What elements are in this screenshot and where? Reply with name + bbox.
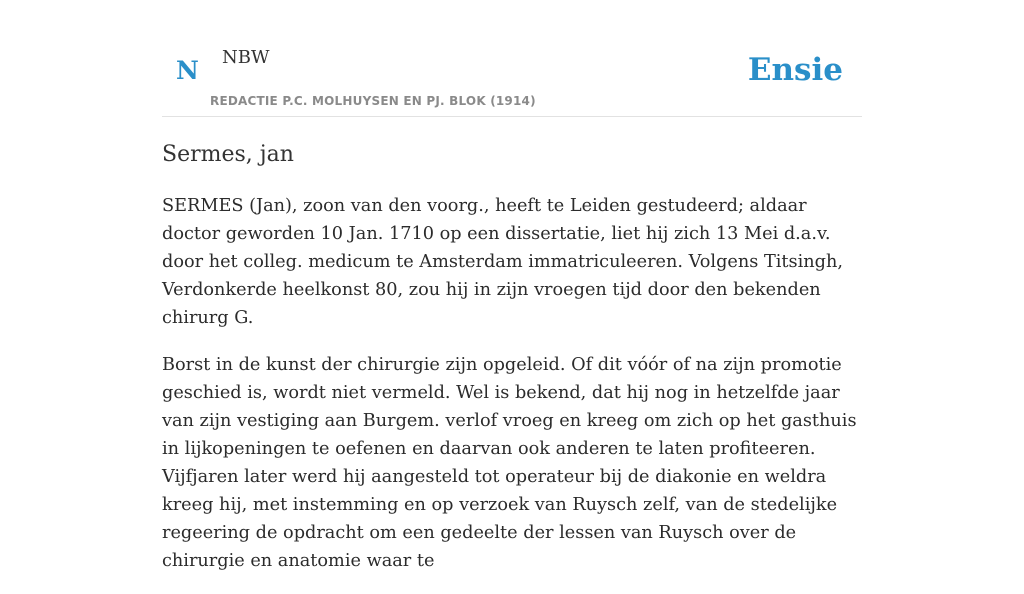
source-logo-icon[interactable]: N: [176, 56, 199, 85]
article-paragraph: Borst in de kunst der chirurgie zijn opgeleid. Of dit vóór of na zijn promotie geschied is, wordt niet vermeld. Wel is bekend, dat hij nog in hetzelfde jaar van zijn vestiging aan Burgem. verlof vroeg en kreeg om zich op het gasthuis in lijkopeningen te oefenen en daarvan ook anderen te laten profiteeren. Vijfjaren later werd hij aangesteld tot operateur bij de diakonie en weldra kreeg hij, met instemming en op verzoek van Ruysch zelf, van de stedelijke regeering de opdracht om een gedeelte der lessen van Ruysch over de chirurgie en anatomie waar te: [162, 355, 857, 571]
article-body: [162, 192, 867, 594]
source-name[interactable]: NBW: [222, 47, 270, 68]
brand-logo[interactable]: Ensie: [747, 52, 843, 88]
header: [162, 40, 862, 117]
page-title: Sermes, jan: [162, 142, 294, 167]
article-paragraph: SERMES (Jan), zoon van den voorg., heeft te Leiden gestudeerd; aldaar doctor geworden 10 Jan. 1710 op een dissertatie, liet hij zich 13 Mei d.a.v. door het colleg. medicum te Amsterdam immatriculeeren. Volgens Titsingh, Verdonkerde heelkonst 80, zou hij in zijn vroegen tijd door den bekenden chirurg G.: [162, 196, 843, 328]
source-subtitle: REDACTIE P.C. MOLHUYSEN EN PJ. BLOK (1914): [210, 94, 536, 108]
